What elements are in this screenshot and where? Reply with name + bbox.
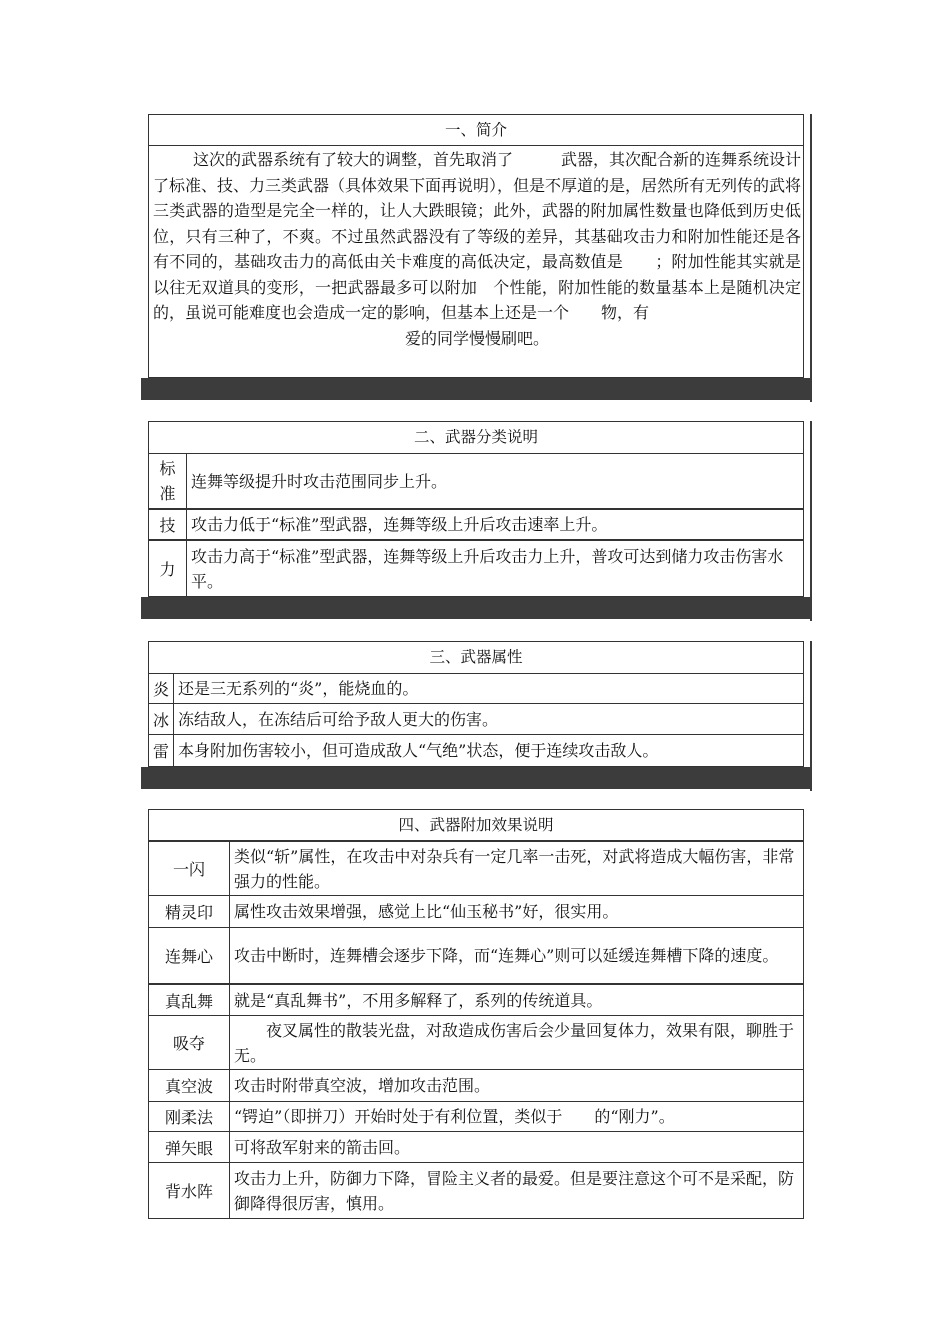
category-row [149, 454, 803, 510]
effect-desc: 可将敌军射来的箭击回。 [234, 1137, 411, 1157]
category-key-text: 标准 [159, 459, 176, 503]
attribute-row [149, 674, 803, 704]
attribute-key: 冰 [149, 704, 174, 734]
attributes-right-line [810, 641, 812, 791]
categories-title: 二、武器分类说明 [149, 422, 803, 454]
attribute-row [149, 704, 803, 735]
effect-desc: 类似“斩”属性，在攻击中对杂兵有一定几率一击死，对武将造成大幅伤害，非常强力的性能。 [234, 846, 795, 891]
effects-box [148, 809, 804, 1219]
effect-desc: 就是“真乱舞书”，不用多解释了，系列的传统道具。 [234, 990, 603, 1010]
category-desc: 连舞等级提升时攻击范围同步上升。 [191, 471, 448, 491]
effect-row [149, 1070, 803, 1102]
attribute-row [149, 735, 803, 766]
effect-key: 精灵印 [149, 896, 230, 927]
effect-key: 弹矢眼 [149, 1132, 230, 1162]
intro-last-line: 爱的同学慢慢刷吧。 [404, 328, 549, 348]
effect-row [149, 1016, 803, 1070]
effect-desc: 攻击力上升，防御力下降，冒险主义者的最爱。但是要注意这个可不是采配，防御降得很厉害，慎用。 [234, 1168, 795, 1213]
categories-box [148, 421, 804, 597]
effect-desc: 夜叉属性的散装光盘，对敌造成伤害后会少量回复体力，效果有限，聊胜于无。 [234, 1020, 795, 1065]
effect-row [149, 1102, 803, 1132]
intro-section [148, 114, 804, 378]
intro-title: 一、简介 [149, 115, 803, 146]
category-row [149, 541, 803, 596]
effect-key: 连舞心 [149, 928, 230, 983]
effects-title: 四、武器附加效果说明 [149, 810, 803, 842]
category-key [149, 454, 187, 508]
effect-row [149, 896, 803, 928]
effect-row [149, 1163, 803, 1218]
effects-section [148, 809, 804, 1219]
effect-key: 背水阵 [149, 1163, 230, 1218]
effect-desc: 攻击中断时，连舞槽会逐步下降，而“连舞心”则可以延缓连舞槽下降的速度。 [234, 946, 779, 965]
category-row [149, 510, 803, 541]
intro-bottom-bar [141, 378, 811, 400]
effect-desc: 属性攻击效果增强，感觉上比“仙玉秘书”好，很实用。 [234, 902, 619, 921]
attribute-desc: 冻结敌人，在冻结后可给予敌人更大的伤害。 [178, 709, 499, 729]
category-desc: 攻击力低于“标准”型武器，连舞等级上升后攻击速率上升。 [191, 515, 608, 534]
intro-right-line [810, 114, 812, 402]
categories-section [148, 421, 804, 597]
attributes-box [148, 641, 804, 767]
effect-row [149, 1132, 803, 1163]
effect-row [149, 985, 803, 1016]
intro-paragraph: 这次的武器系统有了较大的调整，首先取消了 武器，其次配合新的连舞系统设计了标准、技、力三类武器（具体效果下面再说明），但是不厚道的是，居然所有无列传的武将三类武器的造型是完全一样的，让人大跌眼镜；此外，武器的附加属性数量也降低到历史低位，只有三种了，不爽。不过虽然武器没有了等级的差异，其基础攻击力和附加性能还是各有不同的，基础攻击力的高低由关卡难度的高低决定，最高数值是 ；附加性能其实就是以往无双道具的变形，一把武器最多可以附加 个性能，附加性能的数量基本上是随机决定的，虽说可能难度也会造成一定的影响，但基本上还是一个 物，有 [153, 150, 802, 322]
category-key: 技 [149, 510, 187, 539]
effect-row [149, 928, 803, 985]
category-key: 力 [149, 541, 187, 596]
effect-key: 真乱舞 [149, 985, 230, 1015]
effect-key: 真空波 [149, 1070, 230, 1101]
attributes-bottom-bar [141, 767, 811, 789]
intro-text [149, 146, 803, 351]
effect-key: 一闪 [149, 842, 230, 895]
attribute-desc: 还是三无系列的“炎”，能烧血的。 [178, 679, 419, 698]
attribute-key: 雷 [149, 735, 174, 766]
effect-key: 吸夺 [149, 1016, 230, 1069]
effect-desc: 攻击时附带真空波，增加攻击范围。 [234, 1076, 491, 1095]
category-desc: 攻击力高于“标准”型武器，连舞等级上升后攻击力上升，普攻可达到储力攻击伤害水平。 [191, 546, 784, 591]
categories-right-line [810, 421, 812, 621]
effect-desc: “锷迫”（即拼刀）开始时处于有利位置，类似于 的“刚力”。 [234, 1107, 675, 1126]
effect-key: 刚柔法 [149, 1102, 230, 1131]
categories-bottom-bar [141, 597, 811, 619]
attribute-key: 炎 [149, 674, 174, 703]
attributes-title: 三、武器属性 [149, 642, 803, 674]
effect-row [149, 842, 803, 896]
intro-box [148, 114, 804, 378]
attributes-section [148, 641, 804, 767]
attribute-desc: 本身附加伤害较小，但可造成敌人“气绝”状态，便于连续攻击敌人。 [178, 741, 659, 760]
